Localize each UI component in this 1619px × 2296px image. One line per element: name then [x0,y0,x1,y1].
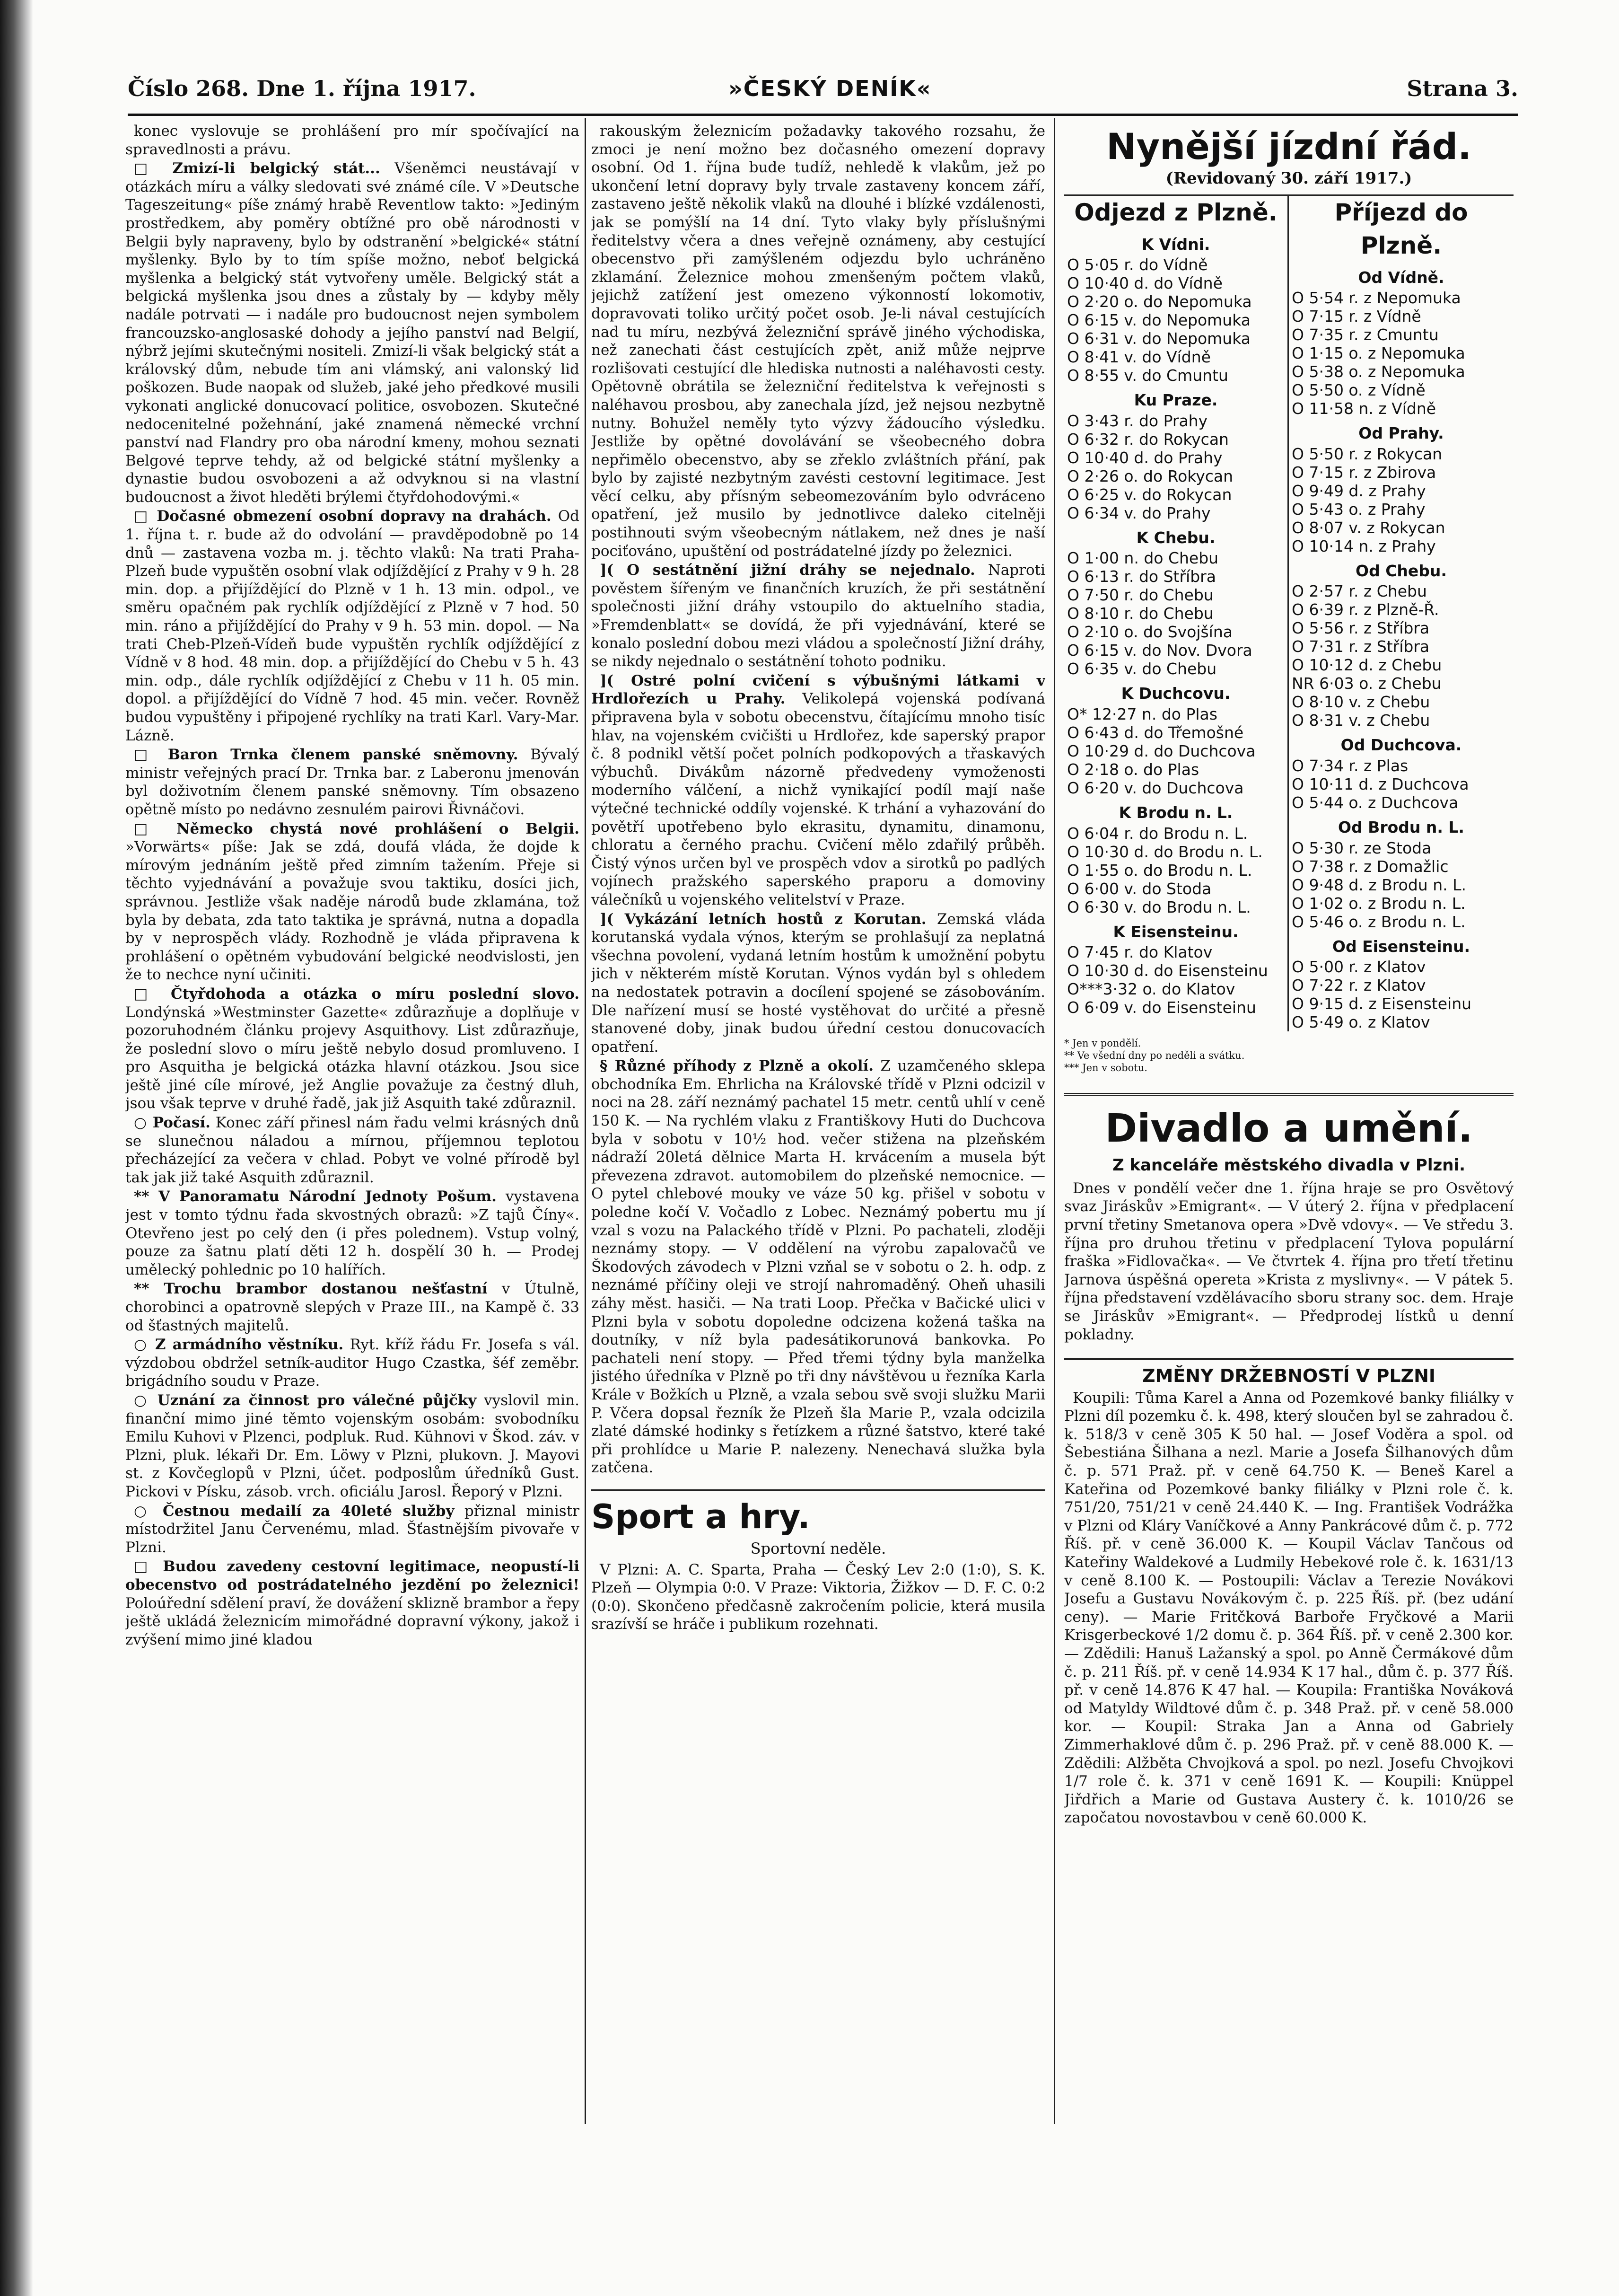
timetable-row: O 2·20 o. do Nepomuka [1067,292,1252,311]
article-title: ○ Uznání za činnost pro válečné půjčky [134,1391,477,1409]
timetable-row: O 9·49 d. z Prahy [1292,481,1426,500]
article-text: Londýnská »Westminster Gazette« zdůrazňuje a doplňuje v pozoruhodném článku projevy Asquithovy. List zdůrazňuje, že poslední slovo o míru ještě nebylo dosud promluveno. I pro Asquitha je belgická otázka hlavní otázkou. Jsou sice ještě jiné cíle mírové, jež Anglie považuje za čestný dluh, jsou však teprve v druhé řadě, jak již Asquith také zdůraznil. [125,1003,579,1112]
timetable-row: O 1·00 n. do Chebu [1067,549,1219,568]
article-text: Naproti pověstem šířeným ve finančních kruzích, že při sestátnění společnosti jižní dráhy vstoupilo do aktuelního stadia, »Fremdenblatt« se dovídá, že při vyjednávání, které se konalo poslední dobou mezi vládou a společností Jižní dráhy, se nikdy nejednalo o sestátnění tohoto podniku. [591,562,1045,670]
timetable-row: O 6·13 r. do Stříbra [1067,567,1216,586]
article-text: Všeněmci neustávají v otázkách míru a války sledovati své známé cíle. V »Deutsche Tageszeitung« píše známý hrabě Reventlow takto: »Jediným prostředkem, aby poměry obtížné pro obě národnosti v Belgii byly napraveny, bylo by odstranění »belgické« státní myšlenky. Bylo by to tím spíše možno, neboť belgická myšlenka a belgický stát vytvořeny uměle. Belgický stát a belgická myšlenka jsou dnes a zůstaly by — kdyby měly nadále potrvati — i nadále pro budoucnost nejen symbolem francouzsko-anglosaské dohody a jejího panství nad Belgií, nýbrž jejími skutečnými nositeli. Zmizí-li však belgický stát a královský dům, nebude tím ani vlámský, ani valonský lid poškozen. Bude naopak od služeb, jaké jeho předkové musili vykonati anglické donucovací politice, osvobozen. Skutečné nedocenitelné požehnání, jaké znamená německé vrchní panství nad Flandry pro oba národní kmeny, mohou seznati Belgové teprve tehdy, až od belgické státní myšlenky a dynastie budou osvobozeni a až odvyknou si na vlastní budoucnost a život hleděti brýlemi čtyřdohodovými.« [125,160,579,506]
article [125,1188,579,1279]
timetable-row: O 5·50 o. z Vídně [1292,381,1426,400]
timetable-row: O 5·43 o. z Prahy [1292,500,1426,519]
timetable-row: O 8·07 v. z Rokycan [1292,518,1445,537]
timetable-row: O 5·38 o. z Nepomuka [1292,362,1465,381]
timetable-row: O 10·40 d. do Vídně [1067,274,1223,293]
timetable-row: O 5·54 r. z Nepomuka [1292,289,1461,308]
column-3 [1064,122,1514,2123]
article-title: ○ Počasí. [134,1114,210,1132]
masthead: »ČESKÝ DENÍK« [728,76,932,101]
article-title: □ Dočasné obmezení osobní dopravy na drahách. [134,508,551,525]
timetable-group-heading: Od Duchcova. [1340,736,1462,755]
timetable-row: O 9·48 d. z Brodu n. L. [1292,875,1466,894]
timetable-row: O 5·05 r. do Vídně [1067,255,1208,274]
timetable-row: O 7·31 r. z Stříbra [1292,637,1430,656]
timetable-row: O 7·45 r. do Klatov [1067,943,1213,962]
timetable-row: O 3·43 r. do Prahy [1067,411,1208,430]
article [125,1280,579,1335]
column-rule-2 [1054,118,1055,2124]
timetable-row: O 6·15 v. do Nepomuka [1067,311,1251,330]
timetable-title: Nynější jízdní řád. [1106,125,1471,167]
timetable-row: O 6·34 v. do Prahy [1067,503,1211,522]
sport-heading: Sport a hry. [591,1497,810,1536]
article [591,561,1045,671]
timetable-row: O 6·31 v. do Nepomuka [1067,329,1251,348]
article-title: § Různé příhody z Plzně a okolí. [600,1057,874,1075]
article [591,1057,1045,1477]
timetable-row: O 6·35 v. do Chebu [1067,660,1217,678]
timetable-row: O 6·30 v. do Brodu n. L. [1067,897,1251,916]
timetable-row: O 5·49 o. z Klatov [1292,1013,1430,1032]
article-text: Konec září přinesl nám řadu velmi krásných dnů se slunečnou náladou a mírnou, příjemnou teplotou přecházející za večera v chlad. Pobyt ve volné přírodě byl tak jak již také Asquith zdůraznil. [125,1114,579,1186]
timetable-group-heading: K Brodu n. L. [1119,803,1233,822]
article-text: Od 1. října t. r. bude až do odvolání — pravděpodobně po 14 dnů — zastavena vozba m. j. těchto vlaků: Na trati Praha-Plzeň bude vypuštěn osobní vlak odjíždějící z Prahy v 9 h. 28 min. dop. a přijíždějící do Plzně v 1 h. 13 min. odpol., ve směru opačném pak rychlík odjíždějící z Plzně v 7 hod. 50 min. ráno a přijíždějící do Prahy v 9 h. 53 min. dopol. — Na trati Cheb-Plzeň-Vídeň bude vypuštěn rychlík odjíždějící z Vídně v 8 hod. 48 min. dop. a přijíždějící do Chebu v 5 h. 43 min. odp., dále rychlík odjíždějící z Chebu v 11 h. 05 min. dopol. a přijíždějící do Vídně 7 hod. 45 min. večer. Rovněž budou vypuštěny i připojené rychlíky na trati Karl. Vary-Mar. Lázně. [125,508,579,744]
timetable-row: O 10·30 d. do Eisensteinu [1067,961,1268,980]
timetable-row: O 6·09 v. do Eisensteinu [1067,998,1256,1017]
timetable-row: O 8·10 v. z Chebu [1292,693,1430,712]
column-1 [125,122,579,2123]
timetable-row: O 10·40 d. do Prahy [1067,448,1223,467]
article-text: Poloúřední sdělení praví, že dovážení sklizně brambor a řepy ještě ukládá železnicím mimořádné dopravní výkony, jakož i zvýšení mimo jiné kladou [125,1594,579,1648]
article-text: přiznal ministr místodržitel Janu Červenému, mlad. Šťastnějším pivovaře v Plzni. [125,1502,579,1556]
article-title: ]( O sestátnění jižní dráhy se nejednalo. [600,562,975,579]
article-text: vystavena jest v tomto týdnu řada skvostných obrazů: »Z tajů Číny«. Otevřeno jest po celý den (i přes polednem). Vstup volný, pouze za šatnu platí děti 12 h. dospělí 30 h. — Prodej umělecký pohlednic po 10 halířích. [125,1188,579,1278]
arrivals-heading: Příjezd do Plzně. [1334,198,1468,259]
timetable-row: NR 6·03 o. z Chebu [1292,674,1442,693]
article-text: Z uzamčeného sklepa obchodníka Em. Ehrlicha na Královské třídě v Plzni odcizil v noci na 28. září neznámý pachatel 15 metr. centů uhlí v ceně 150 K. — Na rychlém vlaku z Františkovy Huti do Duchcova byla v sobotu v 10½ hod. večer stižena na plzeňském nádraží 20letá dělnice Marta H. krvácením a musela být převezena zdravot. automobilem do plzeňské nemocnice. — O pytel chlebové mouky ve váze 50 kg. přišel v sobotu v poledne kočí V. Vočadlo z Lobec. Neznámý pobertu mu jí vzal s vozu na Palackého třídě v Plzni. Po pachateli, zloději neznámy stopy. — V oddělení na výrobu zapalovačů ve Škodových závodech v Plzni vzňal se v sobotu o 2. h. odp. z neznámé příčiny oleji ve strojí nahromaděný. Oheň uhasili záhy měst. hasiči. — Na trati Loop. Přečka v Bačické ulici v Plzni byla v sobotu dopoledne odcizena kožená taška na doutníky, v níž byla padesátikorunová bankovka. Po pachateli není stopy. — Před třemi týdny byla manželka jistého úředníka v Plzně po tři dny návštěvou u řezníka Karla Krále v Božkích u Plzně, a vzala sebou svě svoji služku Marii P. Včera dopsal řezník že Plzeň šla Marie P., vzala odcizila zlaté dámské hodinky s řetízkem a různé šatstvo, které také při prohlídce u Marie P. nalezeny. Nenechavá služka byla zatčena. [591,1057,1045,1477]
column-2 [591,122,1045,2123]
timetable-row: O 8·31 v. z Chebu [1292,711,1430,730]
article-title: ]( Ostré polní cvičení s výbušnými látkami v Hrdlořezích u Prahy. [591,672,1045,708]
page-edge-shadow [0,0,33,2296]
timetable-group-heading: K Chebu. [1136,528,1216,547]
timetable-row: O 10·12 d. z Chebu [1292,656,1442,675]
article-text: rakouským železnicím požadavky takového rozsahu, že zmoci je není možno bez dočasného omezení dopravy osobní. Od 1. října bude tudíž, nehledě k vlakům, jež po ukončení letní dopravy byly trvale zastaveny koncem září, zastaveno ještě několik vlaků na dlouhé i blízké vzdálenosti, jak se pomýšlí na 14 dní. Tyto vlaky byly příslušnými ředitelstvy včera a dnes veřejně oznámeny, aby cestující obecenstvo při zamýšleném odjezdu bylo uchráněno zklamání. Železnice mohou zmenšeným počtem vlaků, jejichž zatížení jest omezeno výkonností lokomotiv, dopravovati toliko určitý počet osob. Je-li nával cestujících nad tu míru, nezbývá železniční správě jiného východiska, než zanechati část cestujících zpět, aniž může nejprve rozlišovati cestující dle hlediska nutnosti a naléhavosti cesty. Opětovně obrátila se železniční ředitelstva k veřejnosti s naléhavou prosbou, aby zanechala jízd, jež nejsou nezbytně nutny. Bohužel neměly tyto výzvy žádoucího výsledku. Jestliže by opětné dovolávání se všeobecného dobra nepřimělo obecenstvo, aby se zřeklo zvláštních přání, pak bylo by zajisté nezbytným zavésti cestovní legitimace. Jest věcí celku, aby přísným sebeomezováním bylo odvráceno opatření, jež musilo by jednotlivce daleko citelněji postihnouti svým všeobecným nátlakem, než dnes je naší pociťováno, upuštění od postrádatelné jízdy po železnici. [591,123,1045,560]
timetable-row: O 7·22 r. z Klatov [1292,976,1426,995]
divadlo-text: Dnes v pondělí večer dne 1. října hraje se pro Osvětový svaz Jiráskův »Emigrant«. — V úterý 2. října v předplacení první třetiny Smetanova opera »Dvě vdovy«. — Ve středu 3. října pro druhou třetinu v předplacení Tylova populární fraška »Fidlovačka«. — Ve čtvrtek 4. října pro třetí třetinu Jarnova úspěšná opereta »Krista z myslivny«. — V pátek 5. října představení vzdělávacího sboru strany soc. dem. Hraje se Jiráskův »Emigrant«. — Předprodej lístků u denní pokladny. [1064,1179,1514,1343]
sport-subheading: Sportovní neděle. [750,1539,886,1557]
timetable-group-heading: Ku Praze. [1134,391,1218,410]
timetable-row: O 1·15 o. z Nepomuka [1292,344,1465,363]
article [125,159,579,506]
divadlo-rule [1064,1093,1514,1096]
column-rule-1 [585,118,586,2124]
timetable-row: O 7·50 r. do Chebu [1067,586,1214,605]
article [591,122,1045,560]
zmeny-rule [1064,1358,1514,1360]
timetable-row: O 2·10 o. do Svojšína [1067,623,1233,642]
timetable-row: O 11·58 n. z Vídně [1292,399,1436,418]
timetable-note: *** Jen v sobotu. [1064,1062,1147,1074]
timetable-row: O 5·46 o. z Brodu n. L. [1292,912,1466,931]
article-text: v Útulně, chorobinci a opatrovně slepých v Praze III., na Kampě č. 33 od šťastných majitelů. [125,1280,579,1334]
sport-rule [591,1489,1045,1491]
timetable-note: ** Ve všední dny po neděli a svátku. [1064,1050,1245,1062]
departures-heading: Odjezd z Plzně. [1074,198,1278,226]
article-text: konec vyslovuje se prohlášení pro mír spočívající na spravedlnosti a právu. [125,123,579,158]
timetable-group-heading: K Eisensteinu. [1113,922,1239,941]
issue-date: Číslo 268. Dne 1. října 1917. [128,76,476,101]
sport-text: V Plzni: A. C. Sparta, Praha — Český Lev 2:0 (1:0), S. K. Plzeň — Olympia 0:0. V Praze: Viktoria, Žižkov — D. F. C. 0:2 (0:0). Skončeno předčasně zakročením policie, která musila srazívší se hráče i publikum rozehnati. [591,1561,1045,1633]
timetable-row: O 5·30 r. ze Stoda [1292,838,1432,857]
timetable-row: O 2·18 o. do Plas [1067,760,1199,779]
article-title: ** Trochu brambor dostanou nešťastní [134,1280,488,1298]
article [125,122,579,158]
article-title: ]( Vykázání letních hostů z Korutan. [600,910,927,928]
article [125,985,579,1113]
timetable-group-heading: Od Prahy. [1358,424,1444,443]
timetable-row: O 7·34 r. z Plas [1292,756,1409,775]
timetable-row: O 6·15 v. do Nov. Dvora [1067,641,1252,660]
timetable-departures [1064,196,1289,1032]
timetable-row: O 7·15 r. z Zbirova [1292,463,1436,482]
page-number: Strana 3. [1407,76,1518,101]
article-title: □ Německo chystá nové prohlášení o Belgii. [134,820,579,837]
timetable-arrivals [1289,196,1514,1032]
article-text: Velikolepá vojenská podívaná připravena byla v sobotu obecenstvu, čítajícímu mnoho tisíc hlav, na vojenském cvičišti u Hrdlořez, kde saperský prapor č. 8 podnikl větší počet polních podkopových a třaskavých výbuchů. Divákům názorně předvedeny vymoženosti moderního válčení, a nichž vynikající podíl mají naše výtečné technické oddíly vojenské. K trhání a vyhazování do povětří upotřebeno bylo ekrasitu, dynamitu, dinamonu, chloratu a černého prachu. Cvičení mělo zdařilý průběh. Čistý výnos určen byl ve prospěch vdov a sirotků po padlých vojínech pražského saperského praporu a domoviny válečníků u vojenského velitelství v Praze. [591,690,1045,908]
timetable-row: O 10·29 d. do Duchcova [1067,741,1256,760]
zmeny-text: Koupili: Tůma Karel a Anna od Pozemkové banky filiálky v Plzni díl pozemku č. k. 498, který sloučen byl se zahradou č. k. 518/3 v ceně 305 K 50 hal. — Josef Voděra a spol. od Šebestiána Šilhana a nezl. Marie a Josefa Šilhanových dům č. p. 571 Praž. př. v ceně 64.750 K. — Beneš Karel a Kateřina od Pozemkové banky filiálky v Plzni role č. k. 751/20, 751/21 v ceně 24.440 K. — Ing. František Vodrážka v Plzni od Kláry Vaníčkové a Anny Pankrácové dům č. p. 772 Říš. př. v ceně 36.000 K. — Koupil Václav Tančous od Kateřiny Waldekové a Ludmily Hebekové role č. k. 1631/13 v ceně 8.100 K. — Postoupili: Václav a Terezie Novákovi Josefu a Gustavu Novákovým č. p. 225 Říš. př. (bez udání ceny). — Marie Fritčková Barboře Fryčkové a Marii Krisgerbeckové 1/2 domu č. p. 364 Říš. př. v ceně 2.300 kor. — Zdědili: Hanuš Lažanský a spol. po Anně Čermákové dům č. p. 211 Říš. př. v ceně 14.934 K 17 hal., dům č. p. 377 Říš. př. v ceně 14.876 K 47 hal. — Koupila: Františka Nováková od Matyldy Wildtové dům č. p. 348 Praž. př. v ceně 58.000 kor. — Koupil: Straka Jan a Anna od Gabriely Zimmerhaklové dům č. p. 296 Praž. př. v ceně 88.000 K. — Zdědili: Alžběta Chvojková a spol. po nezl. Josefu Chvojkovi 1/7 role č. k. 371 v ceně 1691 K. — Koupili: Knüppel Jiřdřich a Marie od Gustava Austery č. k. 1010/26 se započatou novostavbou v ceně 60.000 K. [1064,1389,1514,1827]
zmeny-heading: ZMĚNY DRŽEBNOSTÍ V PLZNI [1142,1365,1436,1387]
timetable-row: O 10·30 d. do Brodu n. L. [1067,842,1263,861]
header-rule [128,114,1518,116]
article-text: Zemská vláda korutanská vydala výnos, kterým se prohlašují za neplatná všechna povolení, vydaná letním hostům k umožnění pobytu jich v některém místě Korutan. Výnos vydán byl s ohledem na nedostatek potravin a docílení spojené se zásobováním. Dle nařízení musí se hosté vystěhovat do určité a přesně stanovené doby, jinak budou úřední cestou donucovacích opatření. [591,910,1045,1056]
timetable-row: O 5·44 o. z Duchcova [1292,793,1459,812]
timetable-row: O 6·20 v. do Duchcova [1067,778,1244,797]
article [125,1114,579,1187]
timetable-row: O 10·14 n. z Prahy [1292,537,1436,555]
timetable-row: O 1·02 o. z Brodu n. L. [1292,894,1466,913]
timetable-row: O 6·25 v. do Rokycan [1067,485,1232,504]
article [125,820,579,984]
article-title: ○ Čestnou medailí za 40leté služby [134,1502,455,1520]
timetable-row: O 7·15 r. z Vídně [1292,307,1421,326]
timetable-group-heading: K Vídni. [1141,235,1210,254]
timetable-row: O 8·41 v. do Vídně [1067,348,1211,367]
timetable-group-heading: Od Chebu. [1356,561,1447,580]
timetable-group-heading: K Duchcovu. [1121,684,1231,703]
timetable-revision: (Revidovaný 30. září 1917.) [1165,169,1412,188]
article [591,672,1045,909]
timetable-row: O 1·55 o. do Brodu n. L. [1067,861,1252,880]
timetable-group-heading: Od Vídně. [1358,268,1444,287]
article [125,746,579,818]
timetable-row: O 8·10 r. do Chebu [1067,604,1214,623]
timetable-row: O 5·56 r. z Stříbra [1292,619,1430,638]
timetable-row: O 6·04 r. do Brodu n. L. [1067,824,1248,843]
timetable-row: O 6·39 r. z Plzně-Ř. [1292,600,1439,619]
article [591,910,1045,1056]
timetable-row: O 10·11 d. z Duchcova [1292,774,1469,793]
timetable-row: O 8·55 v. do Cmuntu [1067,366,1228,385]
article-title: □ Čtyřdohoda a otázka o míru poslední slovo. [134,985,579,1003]
article-title: ** V Panoramatu Národní Jednoty Pošum. [134,1188,497,1205]
timetable-row: O 2·26 o. do Rokycan [1067,466,1234,485]
timetable-row: O 7·35 r. z Cmuntu [1292,325,1439,344]
timetable-row: O 5·00 r. z Klatov [1292,958,1426,976]
article-title: ○ Z armádního věstníku. [134,1336,344,1354]
divadlo-subheading: Z kanceláře městského divadla v Plzni. [1112,1156,1466,1175]
timetable-row: O 6·00 v. do Stoda [1067,879,1212,898]
timetable-row: O 9·15 d. z Eisensteinu [1292,994,1472,1013]
timetable-row: O 7·38 r. z Domažlic [1292,857,1449,876]
timetable-note: * Jen v pondělí. [1064,1038,1141,1049]
timetable-notes [1064,1037,1514,1074]
timetable-group-heading: Od Eisensteinu. [1332,937,1470,956]
article-text: »Vorwärts« píše: Jak se zdá, doufá vláda, že dojde k mírovým jednáním ještě před zimním tažením. Přeje si těchto vyjednávání a považuje svou taktiku, dosíci jich, správnou. Jestliže však naděje národů bude zklamána, tož byla by debata, zda tato taktika je správná, nutna a dopadla by v neprospěch vlády. Rozhodně je vláda připravena k prohlášení o opětném vybudování belgické neodvislosti, jen že to nechce nyní učiniti. [125,838,579,984]
article [125,1336,579,1390]
article-text: Ryt. kříž řádu Fr. Josefa s vál. výzdobou obdržel setník-auditor Hugo Czastka, šéf zeměbr. brigádního soudu v Praze. [125,1336,579,1390]
timetable-row: O* 12·27 n. do Plas [1067,704,1217,723]
article [125,507,579,745]
divadlo-heading: Divadlo a umění. [1105,1106,1473,1152]
page-header [128,71,1518,114]
article-title: □ Zmizí-li belgický stát... [134,160,380,177]
article [125,1502,579,1557]
timetable-row: O 2·57 r. z Chebu [1292,582,1427,601]
article [125,1391,579,1501]
article-title: □ Budou zavedeny cestovní legitimace, neopustí-li obecenstvo od postrádatelného jezdění po železnici! [125,1558,579,1593]
timetable [1064,194,1514,1032]
article-title: □ Baron Trnka členem panské sněmovny. [134,746,518,764]
timetable-row: O 5·50 r. z Rokycan [1292,444,1443,463]
timetable-row: O 6·43 d. do Třemošné [1067,723,1244,742]
timetable-group-heading: Od Brodu n. L. [1338,818,1464,836]
timetable-row: O 6·32 r. do Rokycan [1067,430,1229,449]
article [125,1557,579,1649]
article-text: Bývalý ministr veřejných prací Dr. Trnka bar. z Laberonu jmenován byl doživotním členem panské sněmovny. Tím obsazeno opětně místo po nedávno zesnulém pairovi Řivnáčovi. [125,746,579,818]
article-text: vyslovil min. finanční mimo jiné těmto vojenským osobám: svobodníku Emilu Kuhovi v Plzenci, podpluk. Rud. Kühnovi v Škod. záv. v Plzni, pluk. lékaři Dr. Em. Löwy v Plzni, plukovn. J. Mayovi st. z Kovčeglopů v Plzni, účet. podposlům úředníků Gust. Pickovi v Písku, zásob. vrch. oficiálu Jarosl. Řeporý v Plzni. [125,1391,579,1500]
timetable-row: O***3·32 o. do Klatov [1067,980,1235,999]
